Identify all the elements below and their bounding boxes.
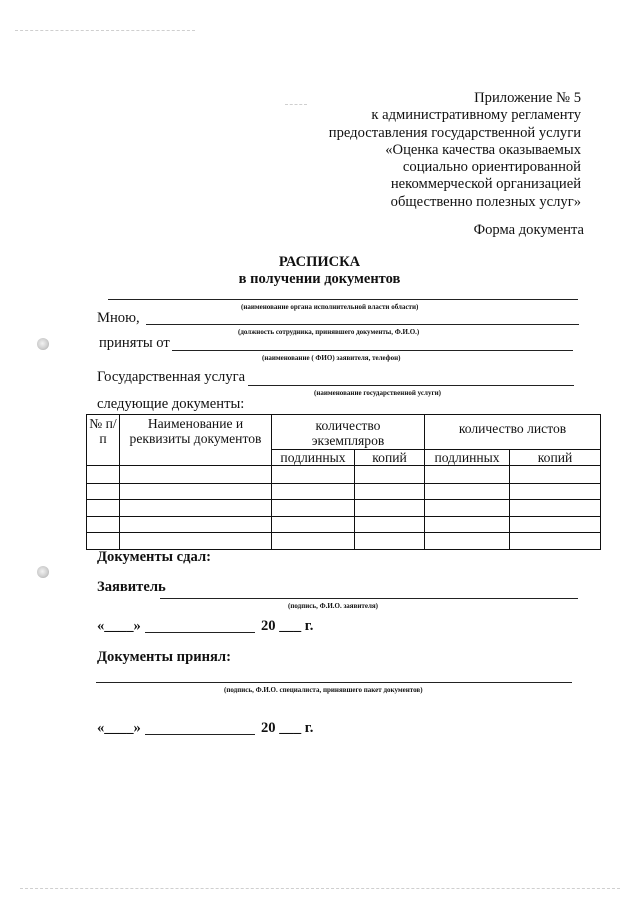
mnoyu-label: Мною, xyxy=(97,310,140,326)
service-caption: (наименование государственной услуги) xyxy=(314,389,441,397)
col-num-header: № п/п xyxy=(87,415,120,466)
table-row[interactable] xyxy=(87,500,601,517)
docs-given-label: Документы сдал: xyxy=(97,549,212,565)
documents-table xyxy=(86,414,601,550)
table-row[interactable] xyxy=(87,466,601,484)
service-label: Государственная услуга xyxy=(97,369,246,385)
docs-received-label: Документы принял: xyxy=(97,649,231,665)
table-row[interactable] xyxy=(87,533,601,550)
specialist-signature-line[interactable] xyxy=(96,682,572,683)
prinyaty-line[interactable] xyxy=(172,350,573,351)
header-line: «Оценка качества оказываемых xyxy=(385,141,581,158)
sub-copies-header: копий xyxy=(355,450,425,466)
title-main: РАСПИСКА xyxy=(278,254,361,270)
col-copies-group-header: количество экземпляров xyxy=(272,415,425,450)
sub-copies-header: копий xyxy=(510,450,601,466)
punch-hole xyxy=(37,566,49,578)
scan-artifact xyxy=(15,30,195,32)
date2-day[interactable]: «____» xyxy=(97,720,141,736)
header-line: общественно полезных услуг» xyxy=(390,193,581,210)
table-header-row xyxy=(87,415,601,450)
prinyaty-caption: (наименование ( ФИО) заявителя, телефон) xyxy=(262,354,401,362)
organ-caption: (наименование органа исполнительной власти области) xyxy=(241,303,419,311)
header-line: некоммерческой организацией xyxy=(390,176,581,193)
header-line: социально ориентированной xyxy=(402,159,581,176)
specialist-caption: (подпись, Ф.И.О. специалиста, принявшего пакет документов) xyxy=(224,686,423,694)
title-sub: в получении документов xyxy=(238,271,401,287)
table-row[interactable] xyxy=(87,484,601,500)
sub-original-header: подлинных xyxy=(425,450,510,466)
col-name-header: Наименование и реквизиты документов xyxy=(120,415,272,466)
form-type-label: Форма документа xyxy=(473,222,584,238)
date1-day[interactable]: «____» xyxy=(97,618,141,634)
date2-year[interactable]: 20 ___ г. xyxy=(261,720,314,736)
header-line: Приложение № 5 xyxy=(474,90,581,106)
appendix-header xyxy=(329,90,581,211)
table-row[interactable] xyxy=(87,517,601,533)
scan-artifact xyxy=(20,888,620,890)
sub-original-header: подлинных xyxy=(272,450,355,466)
header-line: предоставления государственной услуги xyxy=(328,124,581,141)
service-line[interactable] xyxy=(248,385,574,386)
organ-line xyxy=(108,299,578,300)
header-line: к административному регламенту xyxy=(371,107,581,124)
date1-year[interactable]: 20 ___ г. xyxy=(261,618,314,634)
applicant-caption: (подпись, Ф.И.О. заявителя) xyxy=(288,602,378,610)
date2-month-line[interactable] xyxy=(145,734,255,735)
scan-artifact xyxy=(285,104,307,106)
applicant-signature-line[interactable] xyxy=(160,598,578,599)
punch-hole xyxy=(37,338,49,350)
mnoyu-caption: (должность сотрудника, принявшего документы, Ф.И.О.) xyxy=(238,328,420,336)
applicant-label: Заявитель xyxy=(97,579,166,595)
prinyaty-label: приняты от xyxy=(99,335,170,351)
mnoyu-line[interactable] xyxy=(146,324,579,325)
col-sheets-group-header: количество листов xyxy=(425,415,601,450)
documents-label: следующие документы: xyxy=(97,396,245,412)
date1-month-line[interactable] xyxy=(145,632,255,633)
document-title xyxy=(0,254,639,288)
